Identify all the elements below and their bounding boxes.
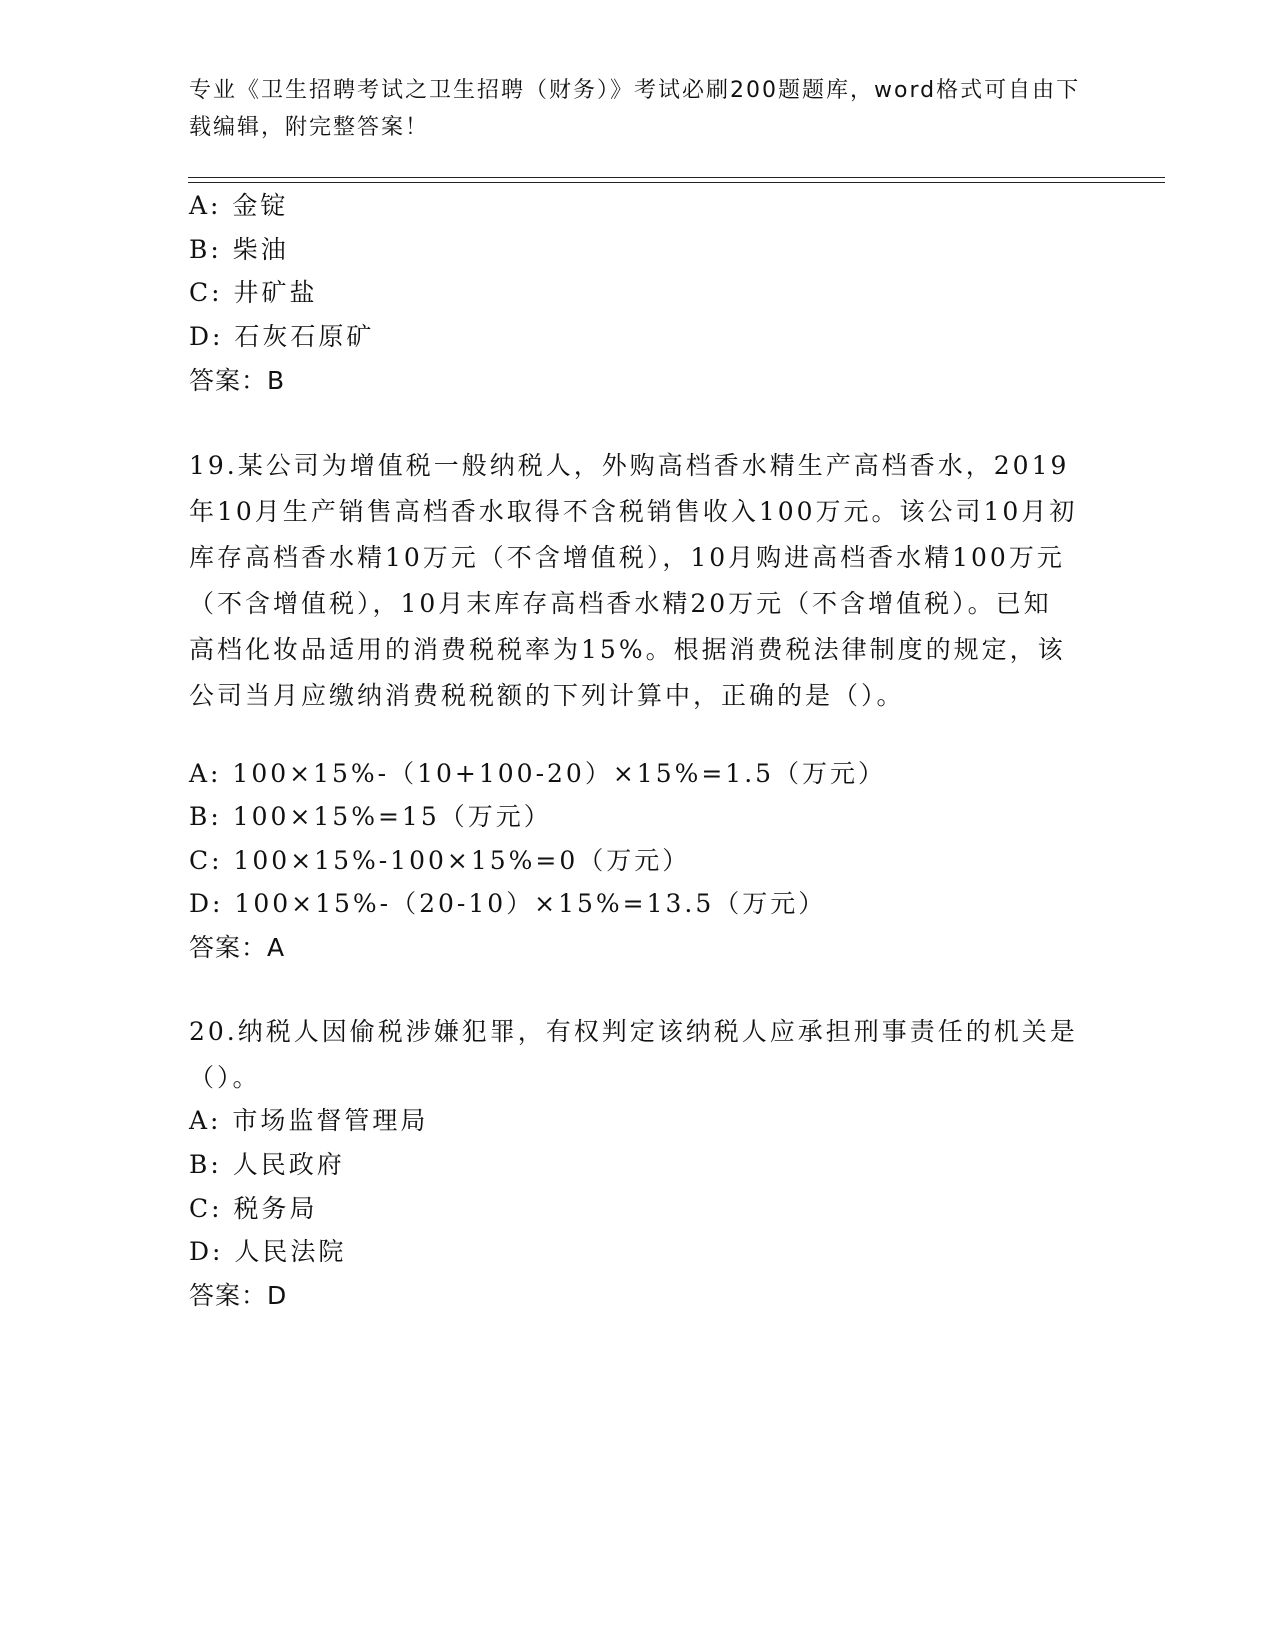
- q20-question-text: 20.纳税人因偷税涉嫌犯罪，有权判定该纳税人应承担刑事责任的机关是（）。: [189, 1017, 1078, 1092]
- q18-option-b: B: 柴油: [189, 235, 289, 264]
- header-divider-top: [188, 177, 1165, 178]
- q19-option-d: D: 100×15%-（20-10）×15%=13.5（万元）: [189, 889, 827, 918]
- q19-answer: 答案：A: [189, 933, 286, 962]
- document-header: 专业《卫生招聘考试之卫生招聘（财务）》考试必刷200题题库，word格式可自由下载编辑，附完整答案！: [189, 78, 1081, 140]
- q19-option-c: C: 100×15%-100×15%=0（万元）: [189, 846, 691, 875]
- q20-option-d: D: 人民法院: [189, 1237, 347, 1266]
- q18-option-c: C: 井矿盐: [189, 278, 318, 307]
- q20-option-a: A: 市场监督管理局: [189, 1106, 429, 1135]
- q19-question-text: 19.某公司为增值税一般纳税人，外购高档香水精生产高档香水，2019年10月生产销售高档香水取得不含税销售收入100万元。该公司10月初库存高档香水精10万元（不含增值税），10月购进高档香水精100万元（不含增值税），10月末库存高档香水精20万元（不含增值税）。已知高档化妆品适用的消费税税率为15%。根据消费税法律制度的规定，该公司当月应缴纳消费税税额的下列计算中，正确的是（）。: [189, 451, 1078, 710]
- q20-option-b: B: 人民政府: [189, 1150, 345, 1179]
- q18-answer: 答案：B: [189, 366, 286, 395]
- q19-option-a: A: 100×15%-（10+100-20）×15%=1.5（万元）: [189, 759, 887, 788]
- header-divider-bottom: [188, 182, 1165, 183]
- q18-option-d: D: 石灰石原矿: [189, 322, 375, 351]
- q20-option-c: C: 税务局: [189, 1194, 318, 1223]
- q18-option-a: A: 金锭: [189, 191, 289, 220]
- q19-option-b: B: 100×15%=15（万元）: [189, 802, 552, 831]
- q20-answer: 答案：D: [189, 1281, 288, 1310]
